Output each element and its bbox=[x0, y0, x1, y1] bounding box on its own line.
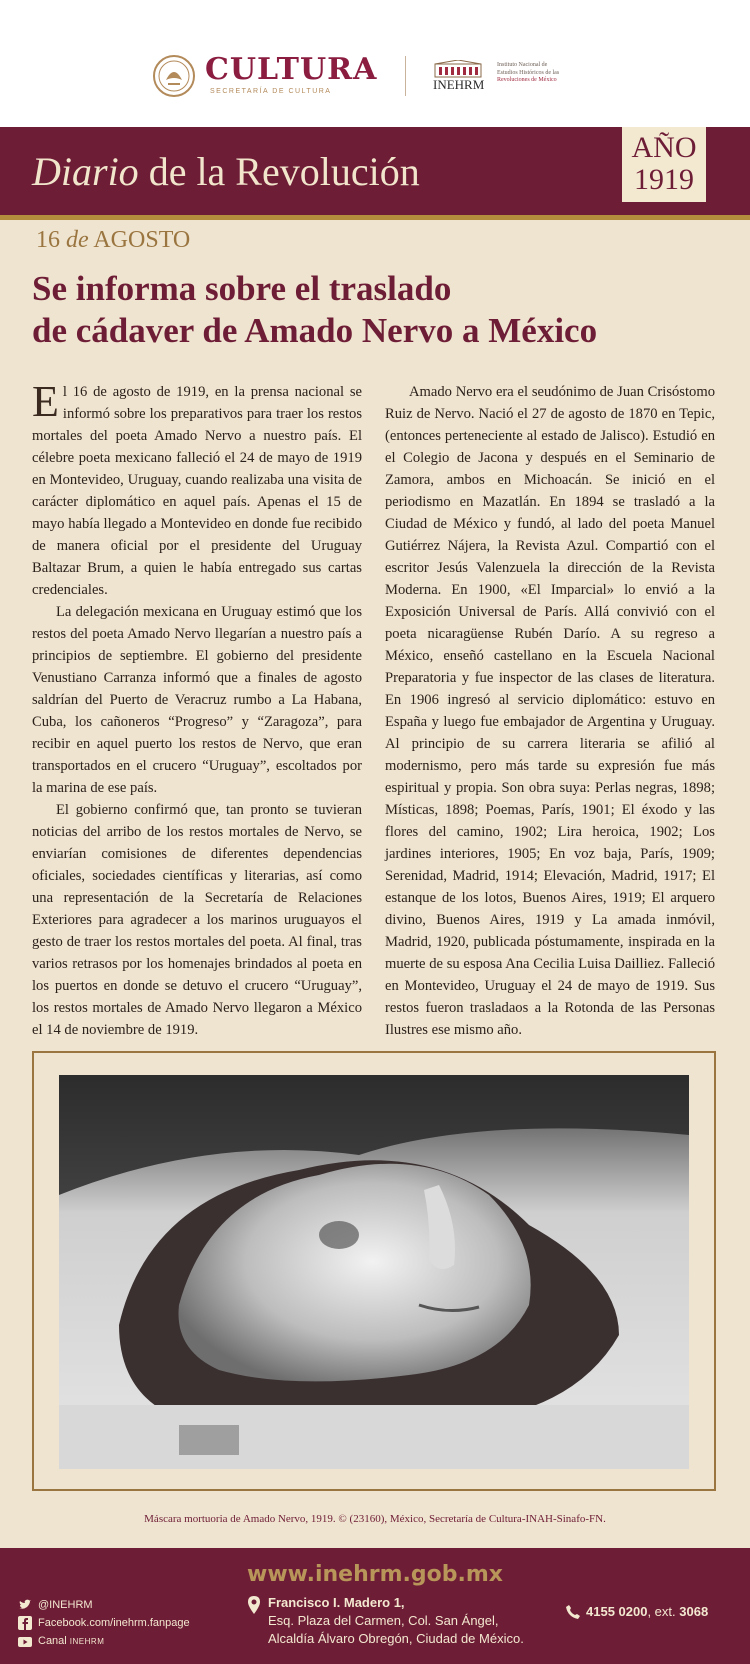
death-mask-photo bbox=[59, 1075, 689, 1469]
article-date bbox=[36, 227, 190, 254]
date-de: de bbox=[66, 227, 89, 253]
date-day: 16 bbox=[36, 227, 60, 253]
address-line-3: Alcaldía Álvaro Obregón, Ciudad de México. bbox=[268, 1631, 524, 1646]
address-line-2: Esq. Plaza del Carmen, Col. San Ángel, bbox=[268, 1613, 499, 1628]
phone-extension: 3068 bbox=[679, 1604, 709, 1619]
cultura-wordmark: CULTURA bbox=[205, 52, 378, 87]
address-text bbox=[268, 1594, 568, 1648]
inehrm-logo bbox=[433, 60, 573, 94]
address-line-1: Francisco I. Madero 1, bbox=[268, 1595, 405, 1610]
logo-divider bbox=[405, 56, 406, 96]
article-column-left bbox=[32, 377, 362, 1041]
website-link[interactable]: www.inehrm.gob.mx bbox=[247, 1562, 503, 1587]
cultura-subtitle: SECRETARÍA DE CULTURA bbox=[210, 88, 332, 95]
social-links bbox=[18, 1596, 190, 1650]
mexico-seal-icon bbox=[152, 54, 196, 98]
death-mask-image bbox=[59, 1075, 689, 1469]
building-icon bbox=[433, 60, 485, 78]
social-facebook[interactable] bbox=[18, 1614, 190, 1632]
year-badge bbox=[622, 127, 706, 202]
twitter-bird-icon bbox=[18, 1598, 32, 1612]
phone-ext-label: , ext. bbox=[647, 1604, 680, 1619]
phone-icon bbox=[566, 1605, 580, 1619]
banner-title-rest: de la Revolución bbox=[138, 149, 420, 194]
year-number: 1919 bbox=[634, 163, 694, 196]
phone-text bbox=[586, 1604, 708, 1619]
inehrm-description bbox=[497, 62, 577, 85]
social-twitter[interactable] bbox=[18, 1596, 190, 1614]
paragraph bbox=[32, 377, 362, 601]
photo-caption: Máscara mortuoria de Amado Nervo, 1919. © (23160), México, Secretaría de Cultura-INAH-Sinafo-FN. bbox=[144, 1513, 606, 1525]
paragraph-text: l 16 de agosto de 1919, en la prensa nacional se informó sobre los preparativos para traer los restos mortales del poeta Amado Nervo a nuestro país. El célebre poeta mexicano falleció el 24 de mayo de 1919 en Montevideo, Uruguay, cuando realizaba una visita de carácter diplomático en aquel país. Apenas el 15 de mayo había llegado a Montevideo en donde fue recibido de manera oficial por el presidente del Uruguay Baltazar Brum, a quien le había entregado sus cartas credenciales. bbox=[32, 384, 362, 598]
banner-title bbox=[32, 148, 420, 195]
youtube-icon bbox=[18, 1634, 32, 1648]
drop-cap: E bbox=[32, 377, 59, 426]
headline-line-1: Se informa sobre el traslado bbox=[32, 269, 452, 308]
facebook-page: Facebook.com/inehrm.fanpage bbox=[38, 1617, 190, 1629]
article-column-right bbox=[385, 381, 715, 1041]
inehrm-wordmark: INEHRM bbox=[433, 77, 485, 92]
paragraph: La delegación mexicana en Uruguay estimó que los restos del poeta Amado Nervo llegarían a nuestro país a principios de septiembre. El gobierno del presidente Venustiano Carranza informó que a finales de agosto saldrían del Puerto de Veracruz rumbo a La Habana, Cuba, los cañoneros “Progreso” y “Zaragoza”, para recibir en aquel puerto los restos de Nervo, que eran transportados en el crucero “Uruguay”, escoltados por la marina de ese país. bbox=[32, 604, 362, 796]
top-logo-bar bbox=[0, 0, 750, 127]
youtube-prefix: Canal bbox=[38, 1634, 70, 1647]
paragraph: Amado Nervo era el seudónimo de Juan Crisóstomo Ruiz de Nervo. Nació el 27 de agosto de 1870 en Tepic, (entonces perteneciente al estado de Jalisco). Estudió en el Colegio de Jacona y después en el Seminario de Zamora, ambos en Michoacán. Se inició en el periodismo en Mazatlán. En 1894 se trasladó a la Ciudad de México y fundó, al lado del poeta Manuel Gutiérrez Nájera, la Revista Azul. Compartió con el escritor Jesús Valenzuela la dirección de la Revista Moderna. En 1900, «El Imparcial» lo envió a la Exposición Universal de París. Allá convivió con el poeta nicaragüense Rubén Darío. A su regreso a México, enseñó castellano en la Escuela Nacional Preparatoria y fue inspector de las clases de literatura. En 1906 ingresó al servicio diplomático: estuvo en España y luego fue embajador de Argentina y Uruguay. Al principio de su carrera literaria se afilió al modernismo, pero más tarde su expresión fue más espiritual y propia. Son obra suya: Perlas negras, 1898; Místicas, 1898; Poemas, París, 1901; El éxodo y las flores del camino, 1902; Lira heroica, 1902; Los jardines interiores, 1905; En voz baja, París, 1909; Serenidad, Madrid, 1914; Elevación, Madrid, 1917; El estanque de los lotos, Buenos Aires, 1919; El arquero divino, Buenos Aires, 1919 y La amada inmóvil, Madrid, 1920, publicada póstumamente, inspirada en la muerte de su esposa Ana Cecilia Luisa Dailliez. Falleció en Montevideo, Uruguay el 24 de mayo de 1919. Sus restos fueron trasladaos a la Rotonda de las Personas Ilustres ese mismo año. bbox=[385, 384, 715, 1038]
youtube-channel bbox=[38, 1632, 104, 1651]
banner-gold-stripe bbox=[0, 215, 750, 220]
banner-title-italic: Diario bbox=[32, 149, 139, 194]
headline-line-2: de cádaver de Amado Nervo a México bbox=[32, 311, 598, 350]
cultura-logo bbox=[152, 52, 382, 102]
facebook-icon bbox=[18, 1616, 32, 1630]
inehrm-desc-line: Revoluciones de México bbox=[497, 77, 557, 83]
footer bbox=[0, 1548, 750, 1664]
youtube-name: INEHRM bbox=[69, 1636, 105, 1646]
year-label: AÑO bbox=[631, 131, 697, 164]
inehrm-desc-line: Instituto Nacional de bbox=[497, 62, 548, 68]
article-headline bbox=[32, 268, 732, 352]
date-month: AGOSTO bbox=[93, 227, 191, 253]
social-youtube[interactable] bbox=[18, 1632, 190, 1650]
inehrm-desc-line: Estudios Históricos de las bbox=[497, 69, 560, 76]
phone-number: 4155 0200 bbox=[586, 1604, 648, 1619]
twitter-handle: @INEHRM bbox=[38, 1599, 93, 1611]
paragraph: El gobierno confirmó que, tan pronto se tuvieran noticias del arribo de los restos mortales de Nervo, se enviarían comisiones de diferentes dependencias oficiales, sociedades científicas y literarias, así como una representación de la Secretaría de Relaciones Exteriores para agradecer a los marinos uruguayos el gesto de traer los restos mortales del poeta. Al final, tras varios retrasos por los homenajes brindados al poeta en los puertos en donde se detuvo el crucero “Uruguay”, los restos mortales de Amado Nervo llegaron a México el 14 de noviembre de 1919. bbox=[32, 802, 362, 1038]
location-pin-icon bbox=[248, 1596, 260, 1614]
